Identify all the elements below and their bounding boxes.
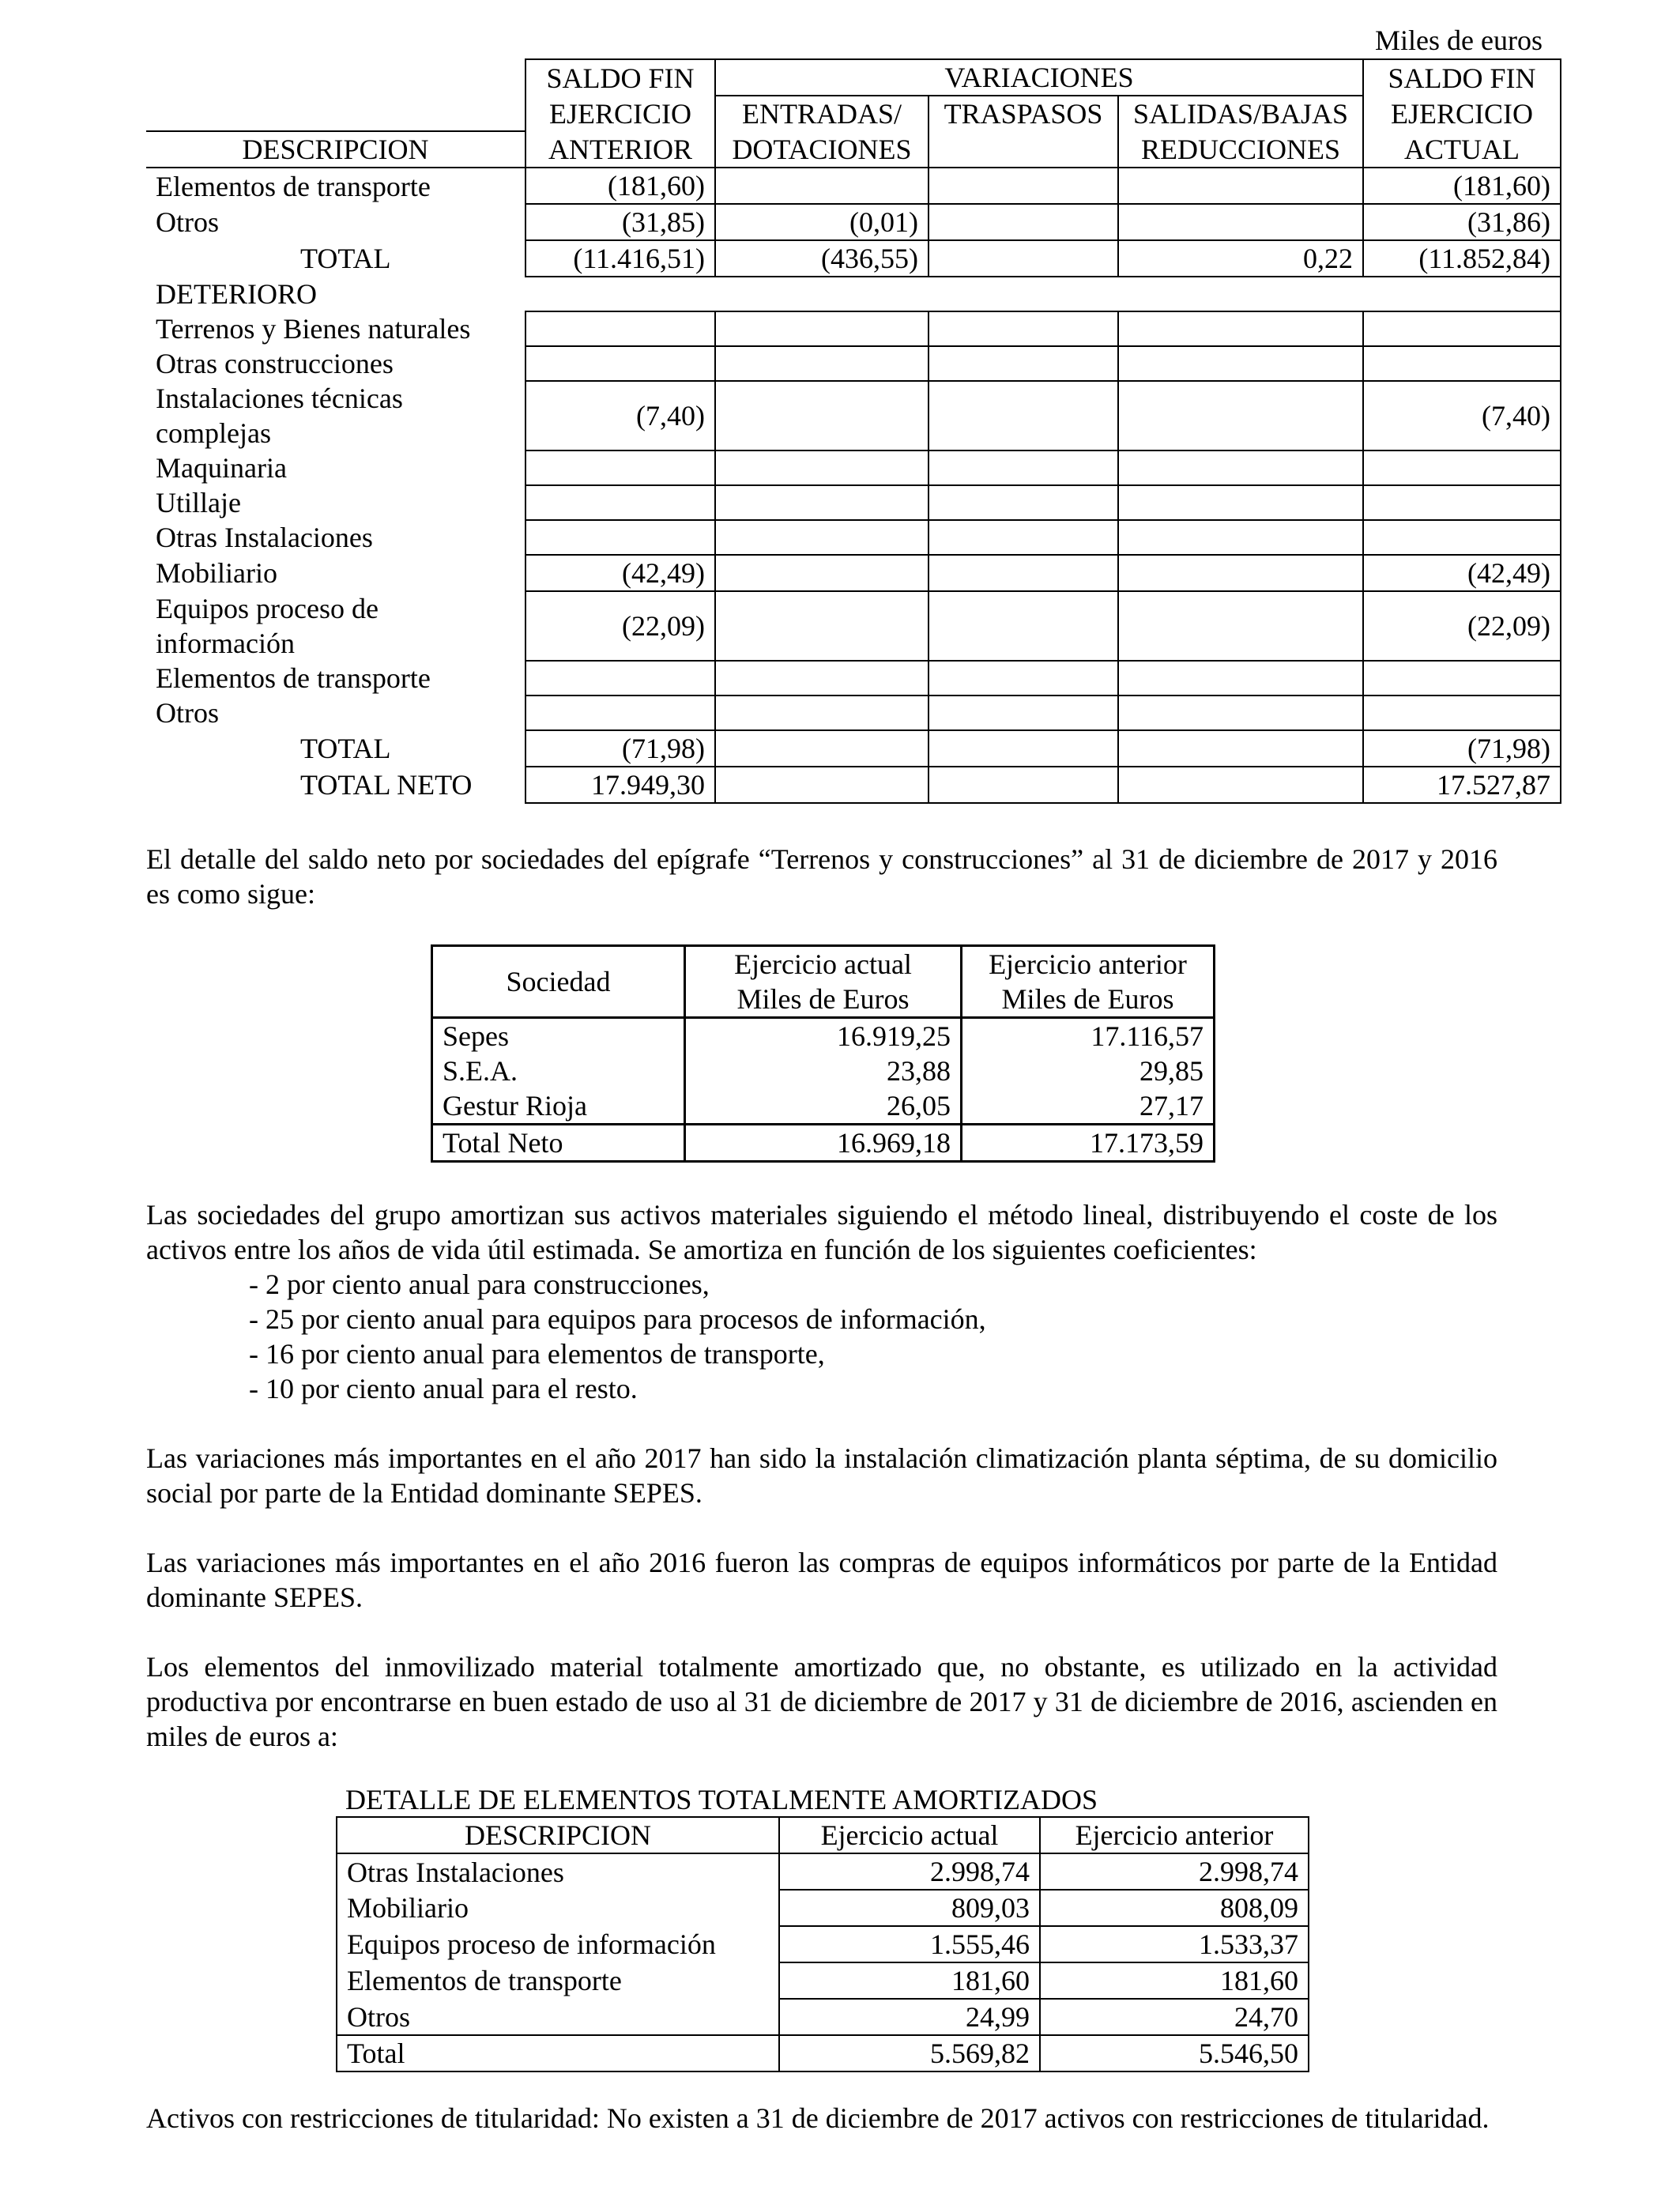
soc-total-row: Total Neto 16.969,18 17.173,59 [432,1125,1215,1162]
header-sociedad: Sociedad [432,946,685,1018]
paragraph-terrenos: El detalle del saldo neto por sociedades del epígrafe “Terrenos y construcciones” al 31 de diciembre de 2017 y 2016 es como sigue: [146,843,1497,910]
amort-total-row: TOTAL (11.416,51) (436,55) 0,22 (11.852,84) [146,240,1561,277]
table-row: Otras Instalaciones [146,520,1561,555]
header-traspasos: TRASPASOS [929,96,1118,131]
header-descripcion: DESCRIPCION [146,131,525,168]
paragraph-variaciones-2016: Las variaciones más importantes en el año 2016 fueron las compras de equipos informáticos por parte de la Entidad dominante SEPES. [146,1547,1497,1613]
coefficient-item: - 16 por ciento anual para elementos de transporte, [249,1338,825,1370]
paragraph-variaciones-2017: Las variaciones más importantes en el año 2017 han sido la instalación climatización planta séptima, de su domicilio social por parte de la Entidad dominante SEPES. [146,1442,1497,1509]
header-ejercicio-actual: Ejercicio actual Miles de Euros [685,946,962,1018]
paragraph-restricciones: Activos con restricciones de titularidad: No existen a 31 de diciembre de 2017 activos con restricciones de titularidad. [146,2102,1490,2134]
table-row: Otras Instalaciones 2.998,74 2.998,74 [337,1853,1309,1890]
table-row: Elementos de transporte [146,661,1561,696]
header-saldo-anterior: SALDO FIN [525,59,715,96]
asset-variation-table [146,58,1561,804]
header-saldo-anterior-2: EJERCICIO [525,96,715,131]
table-row: Mobiliario (42,49) (42,49) [146,555,1561,591]
table-row: Terrenos y Bienes naturales [146,311,1561,346]
coefficient-item: - 2 por ciento anual para construcciones, [249,1269,710,1300]
header-descripcion: DESCRIPCION [337,1817,779,1853]
table-row: Equipos proceso de información 1.555,46 1.533,37 [337,1926,1309,1962]
header-saldo-actual-2: EJERCICIO [1363,96,1561,131]
table-row: Instalaciones técnicas complejas (7,40) (7,40) [146,381,1561,450]
deterioro-total-row: TOTAL (71,98) (71,98) [146,730,1561,767]
deterioro-heading-row [146,277,1561,311]
table-row: Otras construcciones [146,346,1561,381]
total-neto-row: TOTAL NETO 17.949,30 17.527,87 [146,767,1561,803]
header-entradas-2: DOTACIONES [715,131,929,168]
table-row: Otros [146,696,1561,730]
coefficient-item: - 25 por ciento anual para equipos para procesos de información, [249,1303,986,1335]
table-row: Elementos de transporte (181,60) (181,60) [146,168,1561,204]
header-salidas-2: REDUCCIONES [1118,131,1363,168]
header-ejercicio-anterior: Ejercicio anterior Miles de Euros [962,946,1215,1018]
header-ejercicio-anterior: Ejercicio anterior [1040,1817,1309,1853]
header-ejercicio-actual: Ejercicio actual [779,1817,1040,1853]
amortized-elements-table [336,1816,1309,2072]
header-saldo-anterior-3: ANTERIOR [525,131,715,168]
paragraph-totalmente-amortizado: Los elementos del inmovilizado material totalmente amortizado que, no obstante, es utilizado en la actividad productiva por encontrarse en buen estado de uso al 31 de diciembre de 2017 y 31 de diciembre de 2016, ascienden en miles de euros a: [146,1651,1497,1752]
coefficient-item: - 10 por ciento anual para el resto. [249,1373,638,1404]
table-row: Sepes 16.919,25 17.116,57 [432,1018,1215,1054]
header-salidas: SALIDAS/BAJAS [1118,96,1363,131]
header-entradas: ENTRADAS/ [715,96,929,131]
amort-total-row: Total 5.569,82 5.546,50 [337,2035,1309,2071]
header-saldo-actual: SALDO FIN [1363,59,1561,96]
unit-label: Miles de euros [1375,25,1543,56]
table-row: Utillaje [146,485,1561,520]
table-row: Mobiliario 809,03 808,09 [337,1890,1309,1926]
amort-table-title: DETALLE DE ELEMENTOS TOTALMENTE AMORTIZADOS [345,1784,1098,1815]
table-row: Otros (31,85) (0,01) (31,86) [146,204,1561,240]
header-saldo-actual-3: ACTUAL [1363,131,1561,168]
header-variaciones: VARIACIONES [715,59,1363,96]
table-row: Elementos de transporte 181,60 181,60 [337,1962,1309,1999]
sociedad-table [431,944,1215,1163]
table-row: Otros 24,99 24,70 [337,1999,1309,2035]
deterioro-heading: DETERIORO [156,278,317,310]
table-row: Gestur Rioja 26,05 27,17 [432,1088,1215,1125]
table-row: S.E.A. 23,88 29,85 [432,1054,1215,1088]
table-row: Maquinaria [146,450,1561,485]
paragraph-amortizacion: Las sociedades del grupo amortizan sus activos materiales siguiendo el método lineal, distribuyendo el coste de los activos entre los años de vida útil estimada. Se amortiza en función de los siguientes coeficientes: [146,1199,1497,1265]
table-row: Equipos proceso de información (22,09) (22,09) [146,591,1561,661]
